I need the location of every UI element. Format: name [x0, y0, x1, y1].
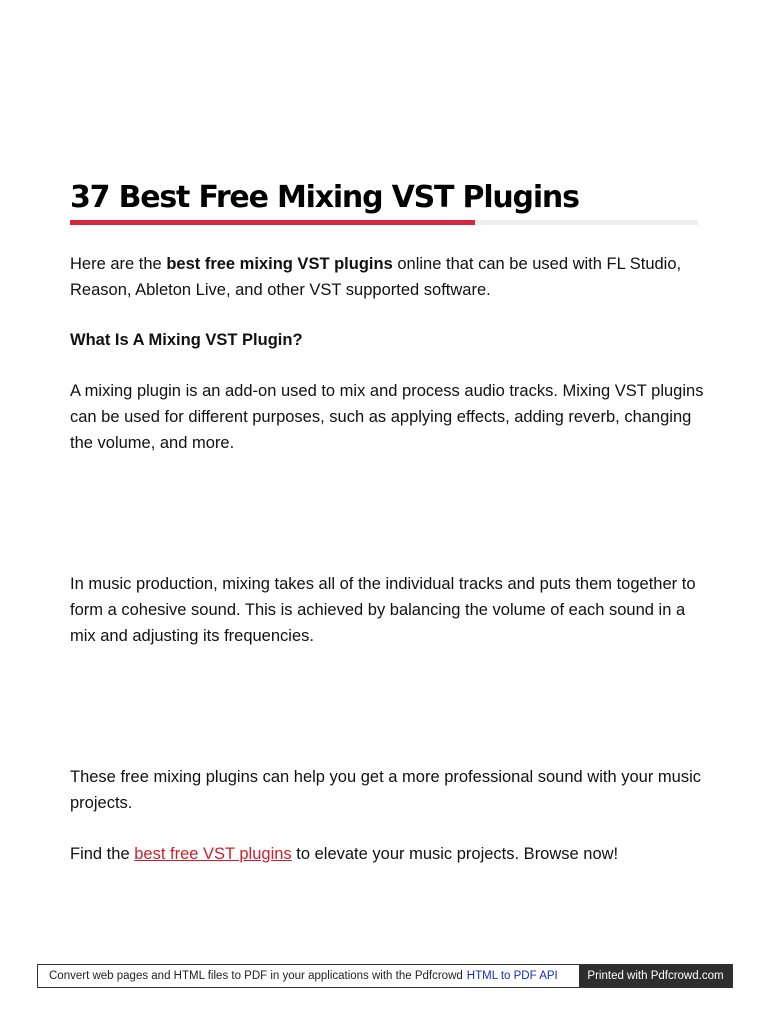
pdfcrowd-footer: [37, 964, 733, 988]
html-to-pdf-api-link[interactable]: HTML to PDF API: [466, 970, 558, 982]
printed-with-badge[interactable]: Printed with Pdfcrowd.com: [579, 965, 732, 987]
intro-bold-text: best free mixing VST plugins: [166, 255, 393, 273]
best-free-vst-plugins-link[interactable]: best free VST plugins: [134, 845, 292, 863]
production-paragraph: In music production, mixing takes all of the individual tracks and puts them together to form a cohesive sound. This is achieved by balancing the volume of each sound in a mix and adjusting its frequencies.: [70, 575, 696, 645]
page-title: 37 Best Free Mixing VST Plugins: [70, 180, 579, 215]
section-heading: What Is A Mixing VST Plugin?: [70, 331, 303, 349]
footer-text: Convert web pages and HTML files to PDF in your applications with the Pdfcrowd: [49, 970, 463, 982]
intro-text-start: Here are the: [70, 255, 167, 273]
benefit-paragraph: These free mixing plugins can help you get a more professional sound with your music projects.: [70, 768, 701, 812]
definition-paragraph: A mixing plugin is an add-on used to mix and process audio tracks. Mixing VST plugins can be used for different purposes, such as applying effects, adding reverb, changing the volume, and more.: [70, 382, 704, 452]
cta-paragraph: [70, 841, 710, 867]
title-underline-accent: [70, 220, 475, 225]
title-underline: [70, 220, 698, 225]
cta-text-start: Find the: [70, 845, 135, 863]
intro-text-end: online that can be used with FL Studio, Reason, Ableton Live, and other VST supported software.: [70, 255, 682, 299]
intro-paragraph: [70, 251, 710, 303]
cta-text-end: to elevate your music projects. Browse now!: [291, 845, 619, 863]
footer-text-area: [38, 965, 579, 987]
